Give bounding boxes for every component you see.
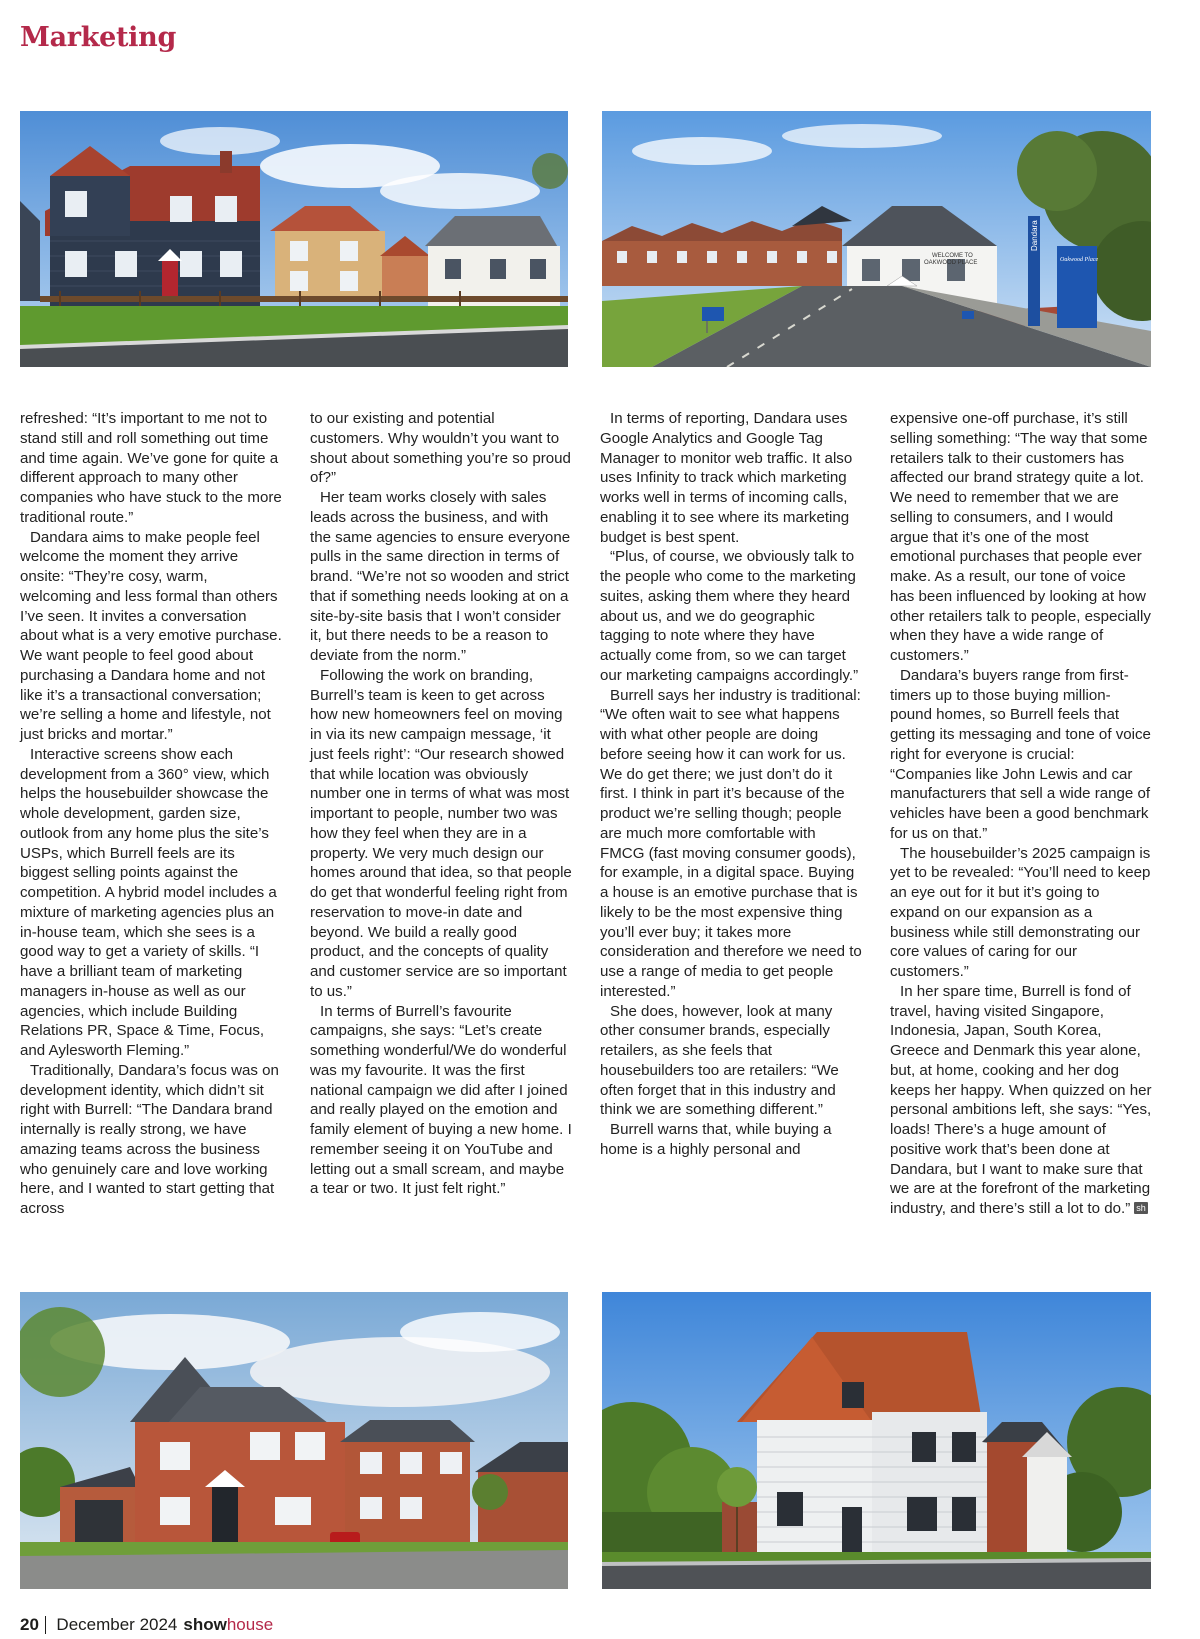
paragraph <box>890 982 1152 1219</box>
sign-site: Oakwood Place <box>1060 257 1099 263</box>
photo-houses-street <box>20 111 568 367</box>
page-footer <box>20 1614 273 1636</box>
paragraph: The housebuilder’s 2025 campaign is yet to be revealed: “You’ll need to keep an eye out for it but it’s going to expand on our expansion as a business while still demonstrating our core values of caring for our customers.” <box>890 844 1151 980</box>
paragraph: expensive one-off purchase, it’s still selling something: “The way that some retailers talk to their customers has affected our brand strategy quite a lot. We need to remember that we are selling to consumers, and I would argue that it’s one of the most emotional purchases that people ever make. As a result, our tone of voice has been influenced by looking at how other retailers talk to people, especially when they have a wide range of customers.” <box>890 410 1151 664</box>
sign-welcome-line2: OAKWOOD PLACE <box>924 260 978 266</box>
section-title: Marketing <box>20 22 177 53</box>
article-column-1 <box>20 409 282 1219</box>
paragraph: “Plus, of course, we obviously talk to the people who come to the marketing suites, asking them where they heard about us, and we do geographic tagging to note where they have actually come from, so we can target our marketing campaigns accordingly.” <box>600 548 859 684</box>
paragraph: Burrell says her industry is traditional: “We often wait to see what happens with what other people are doing before seeing how it can work for us. We do get there; we just don’t do it first. I think in part it’s because of the product we’re selling though; people are much more comfortable with FMCG (fast moving consumer goods), for example, in a digital space. Buying a house is an emotive purchase that is likely to be the most expensive thing you’ll ever buy; it takes more consideration and therefore we need to use a range of media to get people interested.” <box>600 686 862 1000</box>
magazine-brand-bold: show <box>183 1615 227 1634</box>
paragraph: Traditionally, Dandara’s focus was on development identity, which didn’t sit right with Burrell: “The Dandara brand internally is really strong, we have amazing teams across the business who genuinely care and love working here, and I wanted to start getting that across <box>20 1061 279 1217</box>
paragraph: Dandara aims to make people feel welcome the moment they arrive onsite: “They’re cosy, warm, welcoming and less formal than others I’ve seen. It invites a conversation about what is a very emotive purchase. We want people to feel good about purchasing a Dandara home and not like it’s a transactional conversation; we’re selling a home and lifestyle, not just bricks and mortar.” <box>20 528 282 743</box>
paragraph: In terms of reporting, Dandara uses Google Analytics and Google Tag Manager to monitor web traffic. It also uses Infinity to track which marketing works well in terms of incoming calls, enabling it to see where its marketing budget is best spent. <box>600 410 853 546</box>
article-column-4 <box>890 409 1152 1219</box>
article-column-2 <box>310 409 572 1199</box>
page-number: 20 <box>20 1615 39 1634</box>
paragraph: to our existing and potential customers. Why wouldn’t you want to shout about something you’re so proud of?” <box>310 410 571 487</box>
paragraph: She does, however, look at many other consumer brands, especially retailers, as she feels that housebuilders too are retailers: “We often forget that in this industry and think we are something different.” <box>600 1002 839 1119</box>
paragraph: Interactive screens show each development from a 360° view, which helps the housebuilder showcase the whole development, garden size, outlook from any home plus the site’s USPs, which Burrell feels are its biggest selling points against the competition. A hybrid model includes a mixture of marketing agencies plus an in-house team, which she sees is a good way to get a variety of skills. “I have a brilliant team of marketing managers in-house as well as our agencies, which include Building Relations PR, Space & Time, Focus, and Aylesworth Fleming.” <box>20 745 277 1059</box>
sign-brand: Dandara <box>1030 220 1039 251</box>
sign-welcome-line1: WELCOME TO <box>932 253 973 259</box>
paragraph: Burrell warns that, while buying a home is a highly personal and <box>600 1121 832 1158</box>
paragraph-text: In her spare time, Burrell is fond of travel, having visited Singapore, Indonesia, Japan, South Korea, Greece and Denmark this year alone, but, at home, cooking and her dog keeps her happy. When quizzed on her personal ambitions left, she says: “Yes, loads! There’s a huge amount of positive work that’s been done at Dandara, but I want to make sure that we are at the forefront of the marketing industry, and there’s still a lot to do.” <box>890 982 1152 1217</box>
issue-date: December 2024 <box>56 1615 178 1634</box>
end-mark: sh <box>1136 1203 1146 1213</box>
paragraph: refreshed: “It’s important to me not to stand still and roll something out time and time again. We’ve gone for quite a different approach to many other companies who have stuck to the more traditional route.” <box>20 410 282 526</box>
paragraph: Her team works closely with sales leads across the business, and with the same agencies to ensure everyone pulls in the same direction in terms of brand. “We’re not so wooden and strict that if something needs looking at on a site-by-site basis that I won’t consider it, but there needs to be a reason to deviate from the norm.” <box>310 489 571 664</box>
photo-weatherboard-house <box>602 1292 1151 1589</box>
paragraph: Dandara’s buyers range from first-timers up to those buying million-pound homes, so Burrell feels that getting its messaging and tone of voice right for everyone is crucial: “Companies like John Lewis and car manufacturers that sell a wide range of vehicles have been a good benchmark for us on that.” <box>890 666 1151 842</box>
magazine-brand-light: house <box>226 1615 274 1634</box>
article-column-3 <box>600 409 862 1160</box>
photo-development-entrance <box>602 111 1151 367</box>
paragraph: Following the work on branding, Burrell’s team is keen to get across how new homeowners feel on moving in via its new campaign message, ‘it just feels right’: “Our research showed that while location was obviously number one in terms of what was most important to people, number two was how they feel when they are in a property. We very much design our homes around that idea, so that people do get that wonderful feeling right from reservation to move-in date and beyond. We build a really good product, and the concepts of quality and customer service are so important to us.” <box>310 666 572 1000</box>
photo-brick-houses <box>20 1292 568 1589</box>
footer-divider <box>45 1616 47 1634</box>
paragraph: In terms of Burrell’s favourite campaigns, she says: “Let’s create something wonderful/We do wonderful was my favourite. It was the first national campaign we did after I joined and really played on the emotion and family element of buying a new home. I remember seeing it on YouTube and letting out a small scream, and maybe a tear or two. It just felt right.” <box>310 1002 572 1198</box>
